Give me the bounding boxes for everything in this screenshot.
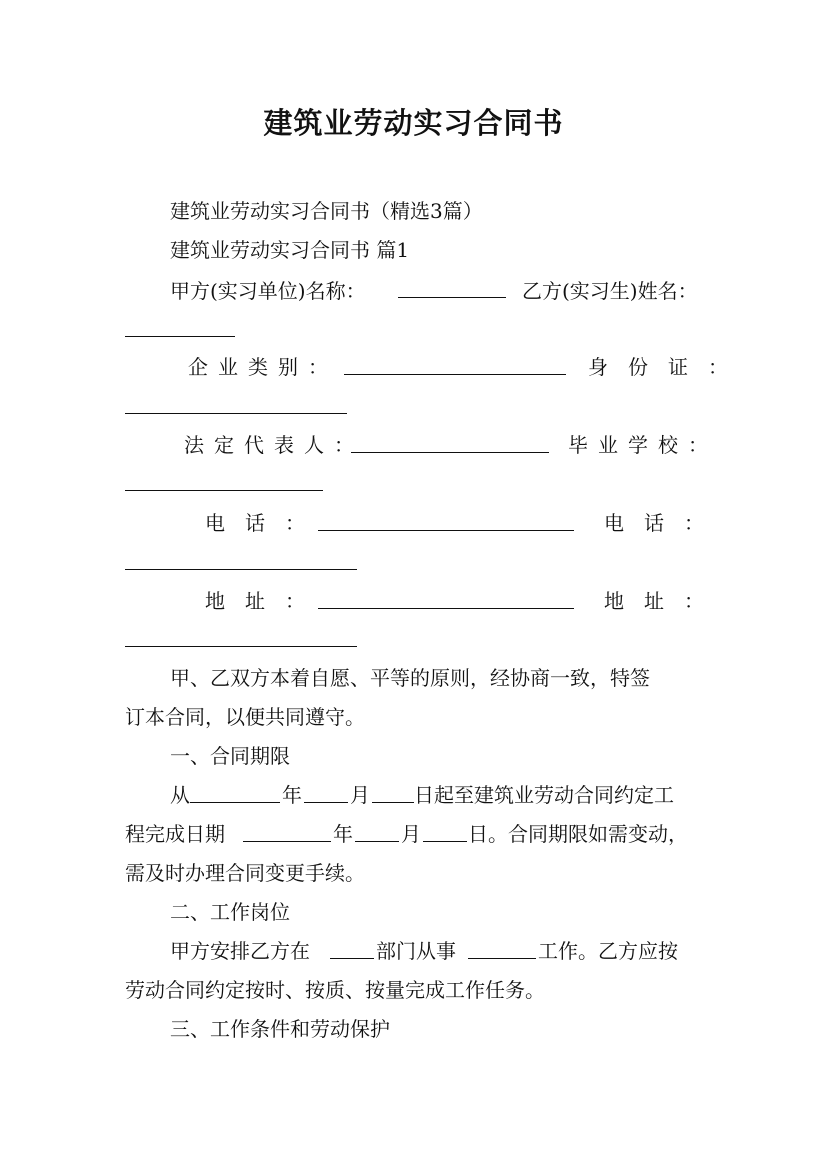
term-line1-rest: 日起至建筑业劳动合同约定工: [414, 783, 674, 807]
start-month-blank: [304, 802, 348, 803]
address-label-b: 地址：: [604, 589, 724, 613]
legal-rep-blank: [351, 452, 549, 453]
company-type-blank: [344, 374, 566, 375]
job-blank: [468, 958, 536, 959]
term-line3: 需及时办理合同变更手续。: [125, 861, 365, 885]
heading-contract-term: 一、合同期限: [170, 744, 290, 768]
term-line1-year: 年: [282, 783, 302, 807]
department-blank: [330, 958, 374, 959]
term-line2-month: 月: [401, 822, 421, 846]
end-year-blank: [243, 841, 331, 842]
term-line2-rest: 日。合同期限如需变动，: [468, 822, 688, 846]
id-card-label: 身份证：: [588, 355, 748, 379]
school-label: 毕业学校：: [568, 433, 718, 457]
end-day-blank: [423, 841, 467, 842]
school-blank: [125, 490, 323, 491]
job-line1-a: 甲方安排乙方在: [170, 939, 310, 963]
page-title: 建筑业劳动实习合同书: [263, 106, 564, 140]
party-b-name-label: 乙方(实习生)姓名：: [522, 279, 698, 303]
term-line1-from: 从: [170, 783, 190, 807]
phone-a-blank: [318, 530, 574, 531]
heading-work-conditions: 三、工作条件和劳动保护: [170, 1017, 390, 1041]
address-a-blank: [318, 608, 574, 609]
company-type-label: 企业类别：: [188, 355, 338, 379]
party-b-name-blank: [125, 336, 235, 337]
phone-b-blank: [125, 569, 357, 570]
end-month-blank: [355, 841, 399, 842]
legal-rep-label: 法定代表人：: [184, 433, 364, 457]
address-b-blank: [125, 646, 357, 647]
term-line2-year: 年: [333, 822, 353, 846]
party-a-name-blank: [398, 297, 506, 298]
job-line1-c: 工作。乙方应按: [538, 939, 678, 963]
job-line1-b: 部门从事: [376, 939, 456, 963]
section-heading: 建筑业劳动实习合同书 篇1: [170, 238, 410, 262]
phone-label-b: 电话：: [604, 511, 724, 535]
start-year-blank: [190, 802, 280, 803]
address-label-a: 地址：: [205, 589, 325, 613]
phone-label-a: 电话：: [205, 511, 325, 535]
id-card-blank: [125, 413, 347, 414]
job-line2: 劳动合同约定按时、按质、按量完成工作任务。: [125, 978, 545, 1002]
party-a-name-label: 甲方(实习单位)名称：: [170, 279, 366, 303]
heading-job-position: 二、工作岗位: [170, 900, 290, 924]
para1-line1: 甲、乙双方本着自愿、平等的原则，经协商一致，特签: [170, 666, 650, 690]
term-line1-month: 月: [350, 783, 370, 807]
term-line2-start: 程完成日期: [125, 822, 225, 846]
para1-line2: 订本合同，以便共同遵守。: [125, 705, 365, 729]
start-day-blank: [372, 802, 414, 803]
subtitle: 建筑业劳动实习合同书（精选3篇）: [170, 199, 483, 223]
